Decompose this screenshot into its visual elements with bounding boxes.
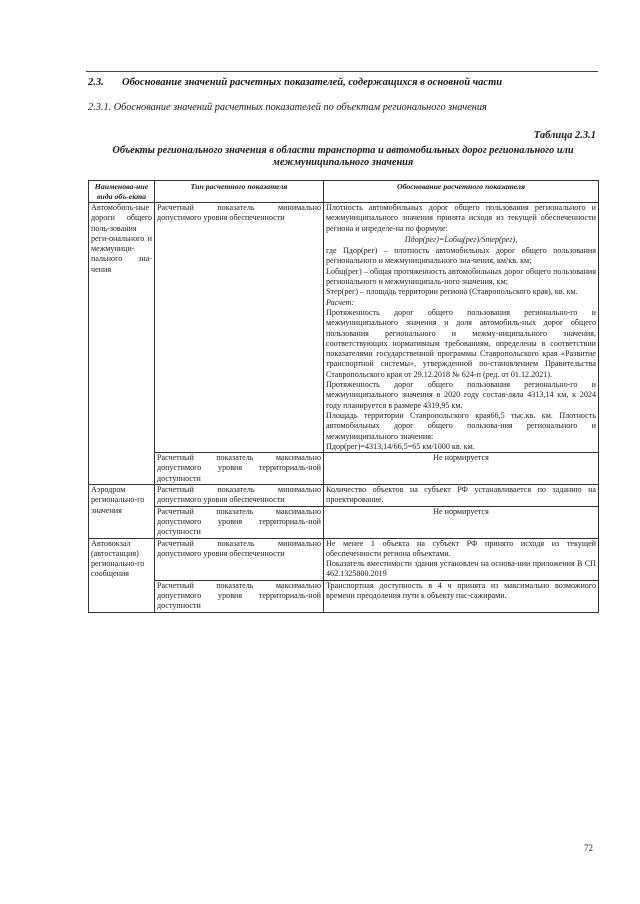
calculation-paragraph-1: Протяженность дорог общего пользования регионально-го и межмуниципального значения и доля автомобиль-ных дорог общего пользования регионального и межму-ниципального значения, соответствующих нормативным требованиям, определены в соответствии показателями государственной программы Ставропольского края «Развитие транспортной системы», утвержденной по-становлением Правительства Ставропольского края от 29.12.2018 № 624-п (ред. от 01.12.2021). — [326, 307, 596, 379]
object-type-cell: Автомобиль-ные дороги общего поль-зования реги-онального и межмуници-пального зна-чения — [89, 203, 155, 485]
page-number: 72 — [584, 843, 593, 853]
indicator-type-cell: Расчетный показатель максимально допустимого уровня территориаль-ной доступности — [155, 506, 324, 538]
calculation-paragraph-3: Площадь территории Ставропольского края66,5 тыс.кв. км. Плотность автомобильных дорог общего пользова-ния регионального и межмуниципального значения: — [326, 410, 596, 441]
header-rule — [86, 71, 598, 72]
calculation-result: Пдор(рег)=4313,14/66,5=65 км/1000 кв. км. — [326, 441, 475, 451]
justification-cell: Не нормируется — [324, 506, 599, 538]
indicator-type-cell: Расчетный показатель минимально допустимого уровня обеспеченности — [155, 203, 324, 453]
calculation-label: Расчет: — [326, 297, 355, 307]
section-heading — [88, 77, 598, 88]
indicator-type-cell: Расчетный показатель максимально допустимого уровня территориаль-ной доступности — [155, 453, 324, 485]
table-header-row — [89, 181, 599, 203]
justification-cell: Транспортная доступность в 4 ч принята из максимально возможного времени преодоления пути к объекту пас-сажирами. — [324, 580, 599, 612]
justification-paragraph-1: Не менее 1 объекта на субъект РФ принято исходя из текущей обеспеченности региона объектами. — [326, 538, 596, 558]
col-header-indicator-type: Тип расчетного показателя — [155, 181, 324, 203]
table-row — [89, 453, 599, 485]
object-type-cell: Аэродром регионально-го значения — [89, 485, 155, 538]
section-number: 2.3. — [88, 77, 104, 88]
indicator-type-cell: Расчетный показатель максимально допустимого уровня территориаль-ной доступности — [155, 580, 324, 612]
justification-cell: Количество объектов на субъект РФ устанавливается по заданию на проектирование. — [324, 485, 599, 507]
table-label: Таблица 2.3.1 — [533, 130, 596, 141]
justification-cell — [324, 538, 599, 580]
justification-cell: Не нормируется — [324, 453, 599, 485]
definition-length: Lобщ(рег) – общая протяженность автомобильных дорог общего пользования регионального и межмуниципаль-ного значения, км; — [326, 266, 596, 287]
definition-area: Sтер(рег) – площадь территории региона (Ставропольского края), кв. км. — [326, 287, 578, 297]
col-header-justification: Обоснование расчетного показателя — [324, 181, 599, 203]
section-title: Обоснование значений расчетных показателей, содержащихся в основной части — [122, 77, 503, 88]
density-formula: Пдор(рег)=Lобщ(рег)/Sтер(рег), — [404, 234, 518, 244]
indicator-type-cell: Расчетный показатель минимально допустимого уровня обеспеченности — [155, 485, 324, 507]
subsection-heading: 2.3.1. Обоснование значений расчетных показателей по объектам регионального значения — [88, 102, 487, 113]
table-row — [89, 485, 599, 507]
col-header-object-type: Наименова-ние вида объ-екта — [89, 181, 155, 203]
indicator-type-cell: Расчетный показатель минимально допустимого уровня обеспеченности — [155, 538, 324, 580]
justification-cell — [324, 203, 599, 453]
table-row — [89, 580, 599, 612]
indicators-table — [88, 180, 599, 613]
justification-intro: Плотность автомобильных дорог общего пользования регионального и межмуниципального значения принята исходя из текущей обеспеченности региона и определе-на по формуле: — [326, 203, 596, 233]
table-title: Объекты регионального значения в области транспорта и автомобильных дорог регионального или межмуниципального значения — [112, 145, 574, 168]
justification-paragraph-2: Показатель вместимости здания установлен на основа-нии приложения В СП 462.1325800.2019 — [326, 559, 596, 579]
table-row — [89, 203, 599, 453]
table-row — [89, 538, 599, 580]
definition-density: где Пдор(рег) – плотность автомобильных дорог общего пользования регионального и межмуниципального зна-чения, км/кв. км; — [326, 246, 596, 266]
object-type-cell: Автовокзал (автостанция) регионально-го сообщения — [89, 538, 155, 612]
table-row — [89, 506, 599, 538]
calculation-paragraph-2: Протяженность дорог общего пользования регионально-го и межмуниципального значения в 2020 году состав-ляла 4313,14 км, к 2024 году планируется в размере 4319,95 км. — [326, 380, 596, 410]
